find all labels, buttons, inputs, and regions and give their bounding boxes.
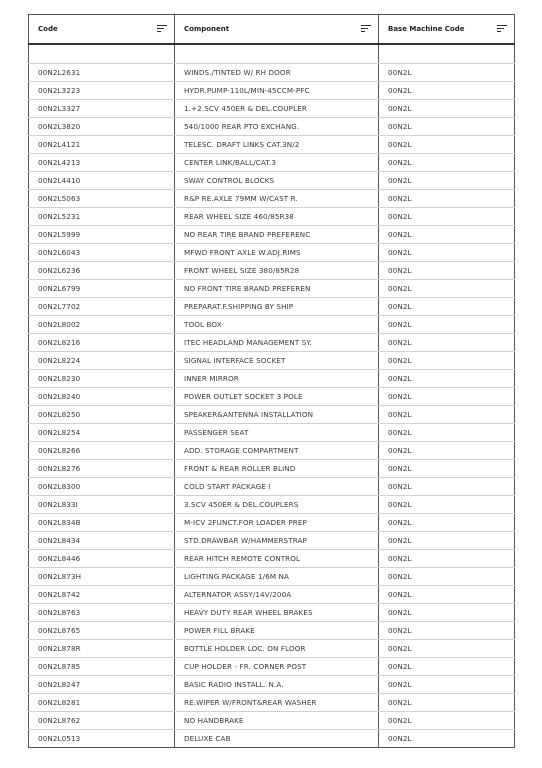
table-row[interactable]	[29, 442, 515, 460]
cell-component: RE.WIPER W/FRONT&REAR WASHER	[175, 694, 379, 712]
table-row[interactable]	[29, 388, 515, 406]
cell-base-machine-code: 00N2L	[379, 226, 515, 244]
cell-base-machine-code: 00N2L	[379, 388, 515, 406]
cell-code: 00N2L878R	[29, 640, 175, 658]
cell-component: CUP HOLDER - FR. CORNER POST	[175, 658, 379, 676]
cell-base-machine-code: 00N2L	[379, 100, 515, 118]
cell-base-machine-code: 00N2L	[379, 568, 515, 586]
cell-component: 540/1000 REAR PTO EXCHANG.	[175, 118, 379, 136]
cell-component: ALTERNATOR ASSY/14V/200A	[175, 586, 379, 604]
cell-code: 00N2L8276	[29, 460, 175, 478]
cell-base-machine-code: 00N2L	[379, 406, 515, 424]
cell-base-machine-code: 00N2L	[379, 154, 515, 172]
table-row[interactable]	[29, 550, 515, 568]
table-body	[29, 44, 515, 748]
components-table-container	[28, 14, 514, 748]
sort-icon[interactable]	[157, 25, 167, 33]
cell-base-machine-code: 00N2L	[379, 118, 515, 136]
table-row[interactable]	[29, 658, 515, 676]
cell-base-machine-code: 00N2L	[379, 514, 515, 532]
table-cell	[175, 44, 379, 64]
table-cell	[379, 44, 515, 64]
cell-component: REAR HITCH REMOTE CONTROL	[175, 550, 379, 568]
table-row[interactable]	[29, 64, 515, 82]
cell-base-machine-code: 00N2L	[379, 190, 515, 208]
table-row[interactable]	[29, 334, 515, 352]
cell-base-machine-code: 00N2L	[379, 604, 515, 622]
cell-code: 00N2L2631	[29, 64, 175, 82]
cell-base-machine-code: 00N2L	[379, 262, 515, 280]
cell-base-machine-code: 00N2L	[379, 424, 515, 442]
cell-component: PASSENGER SEAT	[175, 424, 379, 442]
cell-component: POWER FILL BRAKE	[175, 622, 379, 640]
cell-component: HYDR.PUMP-110L/MIN-45CCM-PFC	[175, 82, 379, 100]
table-row[interactable]	[29, 496, 515, 514]
cell-component: TOOL BOX	[175, 316, 379, 334]
table-row[interactable]	[29, 460, 515, 478]
table-row[interactable]	[29, 82, 515, 100]
header-row	[29, 15, 515, 45]
table-row[interactable]	[29, 100, 515, 118]
table-row[interactable]	[29, 604, 515, 622]
table-row[interactable]	[29, 118, 515, 136]
table-row[interactable]	[29, 406, 515, 424]
cell-code: 00N2L8434	[29, 532, 175, 550]
table-row[interactable]	[29, 676, 515, 694]
cell-code: 00N2L3327	[29, 100, 175, 118]
column-header-base-machine-code[interactable]	[379, 15, 515, 45]
cell-base-machine-code: 00N2L	[379, 172, 515, 190]
column-header-label: Component	[184, 25, 230, 33]
cell-component: WINDS./TINTED W/ RH DOOR	[175, 64, 379, 82]
cell-code: 00N2L6043	[29, 244, 175, 262]
cell-base-machine-code: 00N2L	[379, 244, 515, 262]
cell-base-machine-code: 00N2L	[379, 532, 515, 550]
table-row[interactable]	[29, 280, 515, 298]
cell-code: 00N2L873H	[29, 568, 175, 586]
cell-code: 00N2L8250	[29, 406, 175, 424]
cell-code: 00N2L8247	[29, 676, 175, 694]
table-row[interactable]	[29, 226, 515, 244]
cell-component: STD.DRAWBAR W/HAMMERSTRAP	[175, 532, 379, 550]
cell-component: NO HANDBRAKE	[175, 712, 379, 730]
cell-base-machine-code: 00N2L	[379, 208, 515, 226]
table-row[interactable]	[29, 568, 515, 586]
cell-code: 00N2L6236	[29, 262, 175, 280]
cell-code: 00N2L5999	[29, 226, 175, 244]
cell-code: 00N2L8763	[29, 604, 175, 622]
cell-code: 00N2L8254	[29, 424, 175, 442]
cell-component: SPEAKER&ANTENNA INSTALLATION	[175, 406, 379, 424]
table-row[interactable]	[29, 316, 515, 334]
table-row[interactable]	[29, 208, 515, 226]
table-row[interactable]	[29, 262, 515, 280]
table-row[interactable]	[29, 424, 515, 442]
cell-code: 00N2L3820	[29, 118, 175, 136]
cell-component: ITEC HEADLAND MANAGEMENT SY.	[175, 334, 379, 352]
cell-component: FRONT & REAR ROLLER BLIND	[175, 460, 379, 478]
column-header-label: Base Machine Code	[388, 25, 465, 33]
table-row[interactable]	[29, 154, 515, 172]
cell-component: ADD. STORAGE COMPARTMENT	[175, 442, 379, 460]
cell-base-machine-code: 00N2L	[379, 82, 515, 100]
cell-code: 00N2L3223	[29, 82, 175, 100]
cell-code: 00N2L5063	[29, 190, 175, 208]
table-cell	[29, 44, 175, 64]
sort-icon[interactable]	[497, 25, 507, 33]
cell-component: FRONT WHEEL SIZE 380/85R28	[175, 262, 379, 280]
cell-base-machine-code: 00N2L	[379, 280, 515, 298]
cell-component: POWER OUTLET SOCKET 3 POLE	[175, 388, 379, 406]
cell-base-machine-code: 00N2L	[379, 316, 515, 334]
table-row[interactable]	[29, 712, 515, 730]
cell-code: 00N2L4213	[29, 154, 175, 172]
cell-component: R&P RE.AXLE 79MM W/CAST R.	[175, 190, 379, 208]
cell-base-machine-code: 00N2L	[379, 64, 515, 82]
cell-base-machine-code: 00N2L	[379, 352, 515, 370]
cell-component: DELUXE CAB	[175, 730, 379, 748]
cell-code: 00N2L8300	[29, 478, 175, 496]
cell-component: 3.SCV 450ER & DEL.COUPLERS	[175, 496, 379, 514]
cell-base-machine-code: 00N2L	[379, 334, 515, 352]
cell-base-machine-code: 00N2L	[379, 676, 515, 694]
cell-base-machine-code: 00N2L	[379, 136, 515, 154]
table-row[interactable]	[29, 514, 515, 532]
cell-base-machine-code: 00N2L	[379, 460, 515, 478]
cell-component: BOTTLE HOLDER LOC. ON FLOOR	[175, 640, 379, 658]
cell-code: 00N2L8224	[29, 352, 175, 370]
cell-code: 00N2L8765	[29, 622, 175, 640]
cell-component: SIGNAL INTERFACE SOCKET	[175, 352, 379, 370]
table-row[interactable]	[29, 478, 515, 496]
cell-code: 00N2L6799	[29, 280, 175, 298]
table-row[interactable]	[29, 694, 515, 712]
cell-code: 00N2L4410	[29, 172, 175, 190]
cell-code: 00N2L5231	[29, 208, 175, 226]
cell-component: SWAY CONTROL BLOCKS	[175, 172, 379, 190]
cell-component: REAR WHEEL SIZE 460/85R38	[175, 208, 379, 226]
table-row[interactable]	[29, 532, 515, 550]
cell-code: 00N2L833I	[29, 496, 175, 514]
column-header-component[interactable]	[175, 15, 379, 45]
cell-base-machine-code: 00N2L	[379, 712, 515, 730]
cell-base-machine-code: 00N2L	[379, 640, 515, 658]
cell-code: 00N2L8266	[29, 442, 175, 460]
cell-component: BASIC RADIO INSTALL. N.A.	[175, 676, 379, 694]
cell-code: 00N2L8762	[29, 712, 175, 730]
table-row[interactable]	[29, 622, 515, 640]
cell-base-machine-code: 00N2L	[379, 496, 515, 514]
cell-code: 00N2L0513	[29, 730, 175, 748]
table-row[interactable]	[29, 370, 515, 388]
cell-code: 00N2L8240	[29, 388, 175, 406]
cell-component: COLD START PACKAGE I	[175, 478, 379, 496]
cell-component: NO FRONT TIRE BRAND PREFEREN	[175, 280, 379, 298]
cell-base-machine-code: 00N2L	[379, 730, 515, 748]
cell-code: 00N2L4121	[29, 136, 175, 154]
cell-component: MFWD FRONT AXLE W.ADJ.RIMS	[175, 244, 379, 262]
cell-code: 00N2L8742	[29, 586, 175, 604]
components-table	[28, 14, 515, 748]
cell-code: 00N2L834B	[29, 514, 175, 532]
column-header-label: Code	[38, 25, 58, 33]
cell-code: 00N2L8230	[29, 370, 175, 388]
cell-code: 00N2L8785	[29, 658, 175, 676]
cell-code: 00N2L7702	[29, 298, 175, 316]
cell-component: CENTER LINK/BALL/CAT.3	[175, 154, 379, 172]
cell-component: NO REAR TIRE BRAND PREFERENC	[175, 226, 379, 244]
cell-component: LIGHTING PACKAGE 1/6M NA	[175, 568, 379, 586]
cell-base-machine-code: 00N2L	[379, 694, 515, 712]
table-row[interactable]	[29, 136, 515, 154]
table-row[interactable]	[29, 190, 515, 208]
cell-base-machine-code: 00N2L	[379, 550, 515, 568]
cell-base-machine-code: 00N2L	[379, 298, 515, 316]
table-row[interactable]	[29, 352, 515, 370]
table-row[interactable]	[29, 640, 515, 658]
cell-code: 00N2L8216	[29, 334, 175, 352]
table-header	[29, 15, 515, 45]
cell-component: M-ICV 2FUNCT.FOR LOADER PREP	[175, 514, 379, 532]
cell-base-machine-code: 00N2L	[379, 478, 515, 496]
table-row[interactable]	[29, 298, 515, 316]
cell-component: HEAVY DUTY REAR WHEEL BRAKES	[175, 604, 379, 622]
cell-base-machine-code: 00N2L	[379, 658, 515, 676]
cell-component: 1.+2.SCV 450ER & DEL.COUPLER	[175, 100, 379, 118]
cell-component: INNER MIRROR	[175, 370, 379, 388]
sort-icon[interactable]	[361, 25, 371, 33]
cell-component: TELESC. DRAFT LINKS CAT.3N/2	[175, 136, 379, 154]
cell-code: 00N2L8281	[29, 694, 175, 712]
cell-base-machine-code: 00N2L	[379, 586, 515, 604]
cell-code: 00N2L8446	[29, 550, 175, 568]
cell-component: PREPARAT.F.SHIPPING BY SHIP	[175, 298, 379, 316]
column-header-code[interactable]	[29, 15, 175, 45]
table-row[interactable]	[29, 244, 515, 262]
table-row[interactable]	[29, 730, 515, 748]
cell-base-machine-code: 00N2L	[379, 370, 515, 388]
cell-base-machine-code: 00N2L	[379, 442, 515, 460]
table-row[interactable]	[29, 172, 515, 190]
table-spacer-row	[29, 44, 515, 64]
cell-base-machine-code: 00N2L	[379, 622, 515, 640]
cell-code: 00N2L8002	[29, 316, 175, 334]
table-row[interactable]	[29, 586, 515, 604]
